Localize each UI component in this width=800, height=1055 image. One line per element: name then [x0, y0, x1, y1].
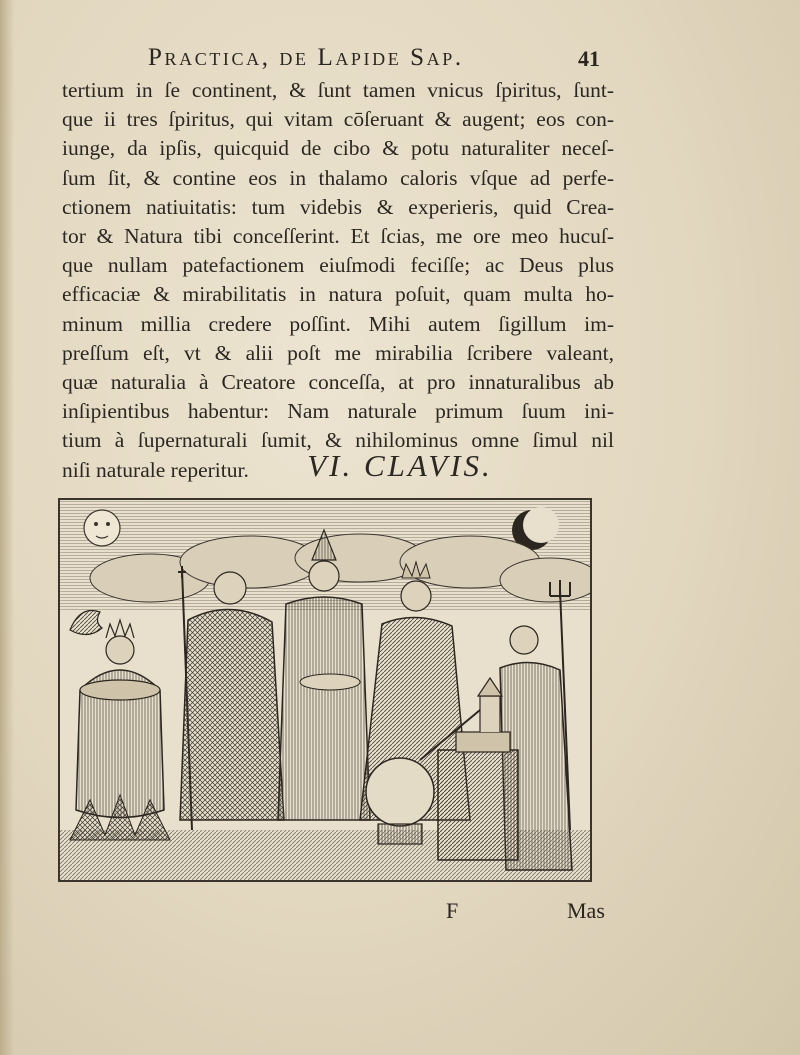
text-line: ctionem natiuitatis: tum videbis & experieris, quid Crea-	[62, 194, 614, 219]
section-heading: VI. CLAVIS.	[307, 448, 493, 483]
sun-face-icon	[84, 510, 120, 546]
bird-icon	[70, 610, 102, 634]
text-line: efficaciæ & mirabilitatis in natura poſuit, quam multa ho-	[62, 282, 614, 307]
text-line: niſi naturale reperitur.	[62, 457, 249, 482]
text-line: tium à ſupernaturali ſumit, & nihilominus omne ſimul nil	[62, 428, 614, 453]
running-head	[148, 40, 600, 76]
body-text	[62, 76, 614, 485]
furnace-icon	[70, 620, 170, 840]
joined-hands	[300, 674, 360, 690]
text-line: ſum ſit, & contine eos in thalamo caloris vſque ad perfe-	[62, 165, 614, 190]
engraving-illustration	[58, 498, 592, 882]
text-line: que nullam patefactionem eiuſmodi feciſſe; ac Deus plus	[62, 253, 614, 278]
text-line: tertium in ſe continent, & ſunt tamen vnicus ſpiritus, ſunt-	[62, 78, 614, 102]
signature-mark: F	[446, 898, 459, 923]
catchword: Mas	[567, 898, 605, 923]
text-line: inſipientibus habentur: Nam naturale primum ſuum ini-	[62, 399, 614, 424]
text-line: quæ naturalia à Creatore conceſſa, at pro innaturalibus ab	[62, 370, 614, 395]
text-line: minum millia credere poſſint. Mihi autem ſigillum im-	[62, 311, 614, 336]
page-number: 41	[578, 46, 600, 71]
text-line: iunge, da ipſis, quicquid de cibo & potu naturaliter neceſ-	[62, 136, 614, 161]
text-line: tor & Natura tibi conceſſerint. Et ſcias, me ore meo hucuſ-	[62, 224, 614, 249]
page-edge-shadow	[0, 0, 14, 1055]
text-line: preſſum eſt, vt & alii poſt me mirabilia ſcribere valeant,	[62, 340, 614, 365]
engraving-drawing	[60, 500, 590, 880]
running-title: Practica, de Lapide Sap.	[148, 44, 464, 71]
text-line: que ii tres ſpiritus, qui vitam cōſeruant & augent; eos con-	[62, 107, 614, 132]
